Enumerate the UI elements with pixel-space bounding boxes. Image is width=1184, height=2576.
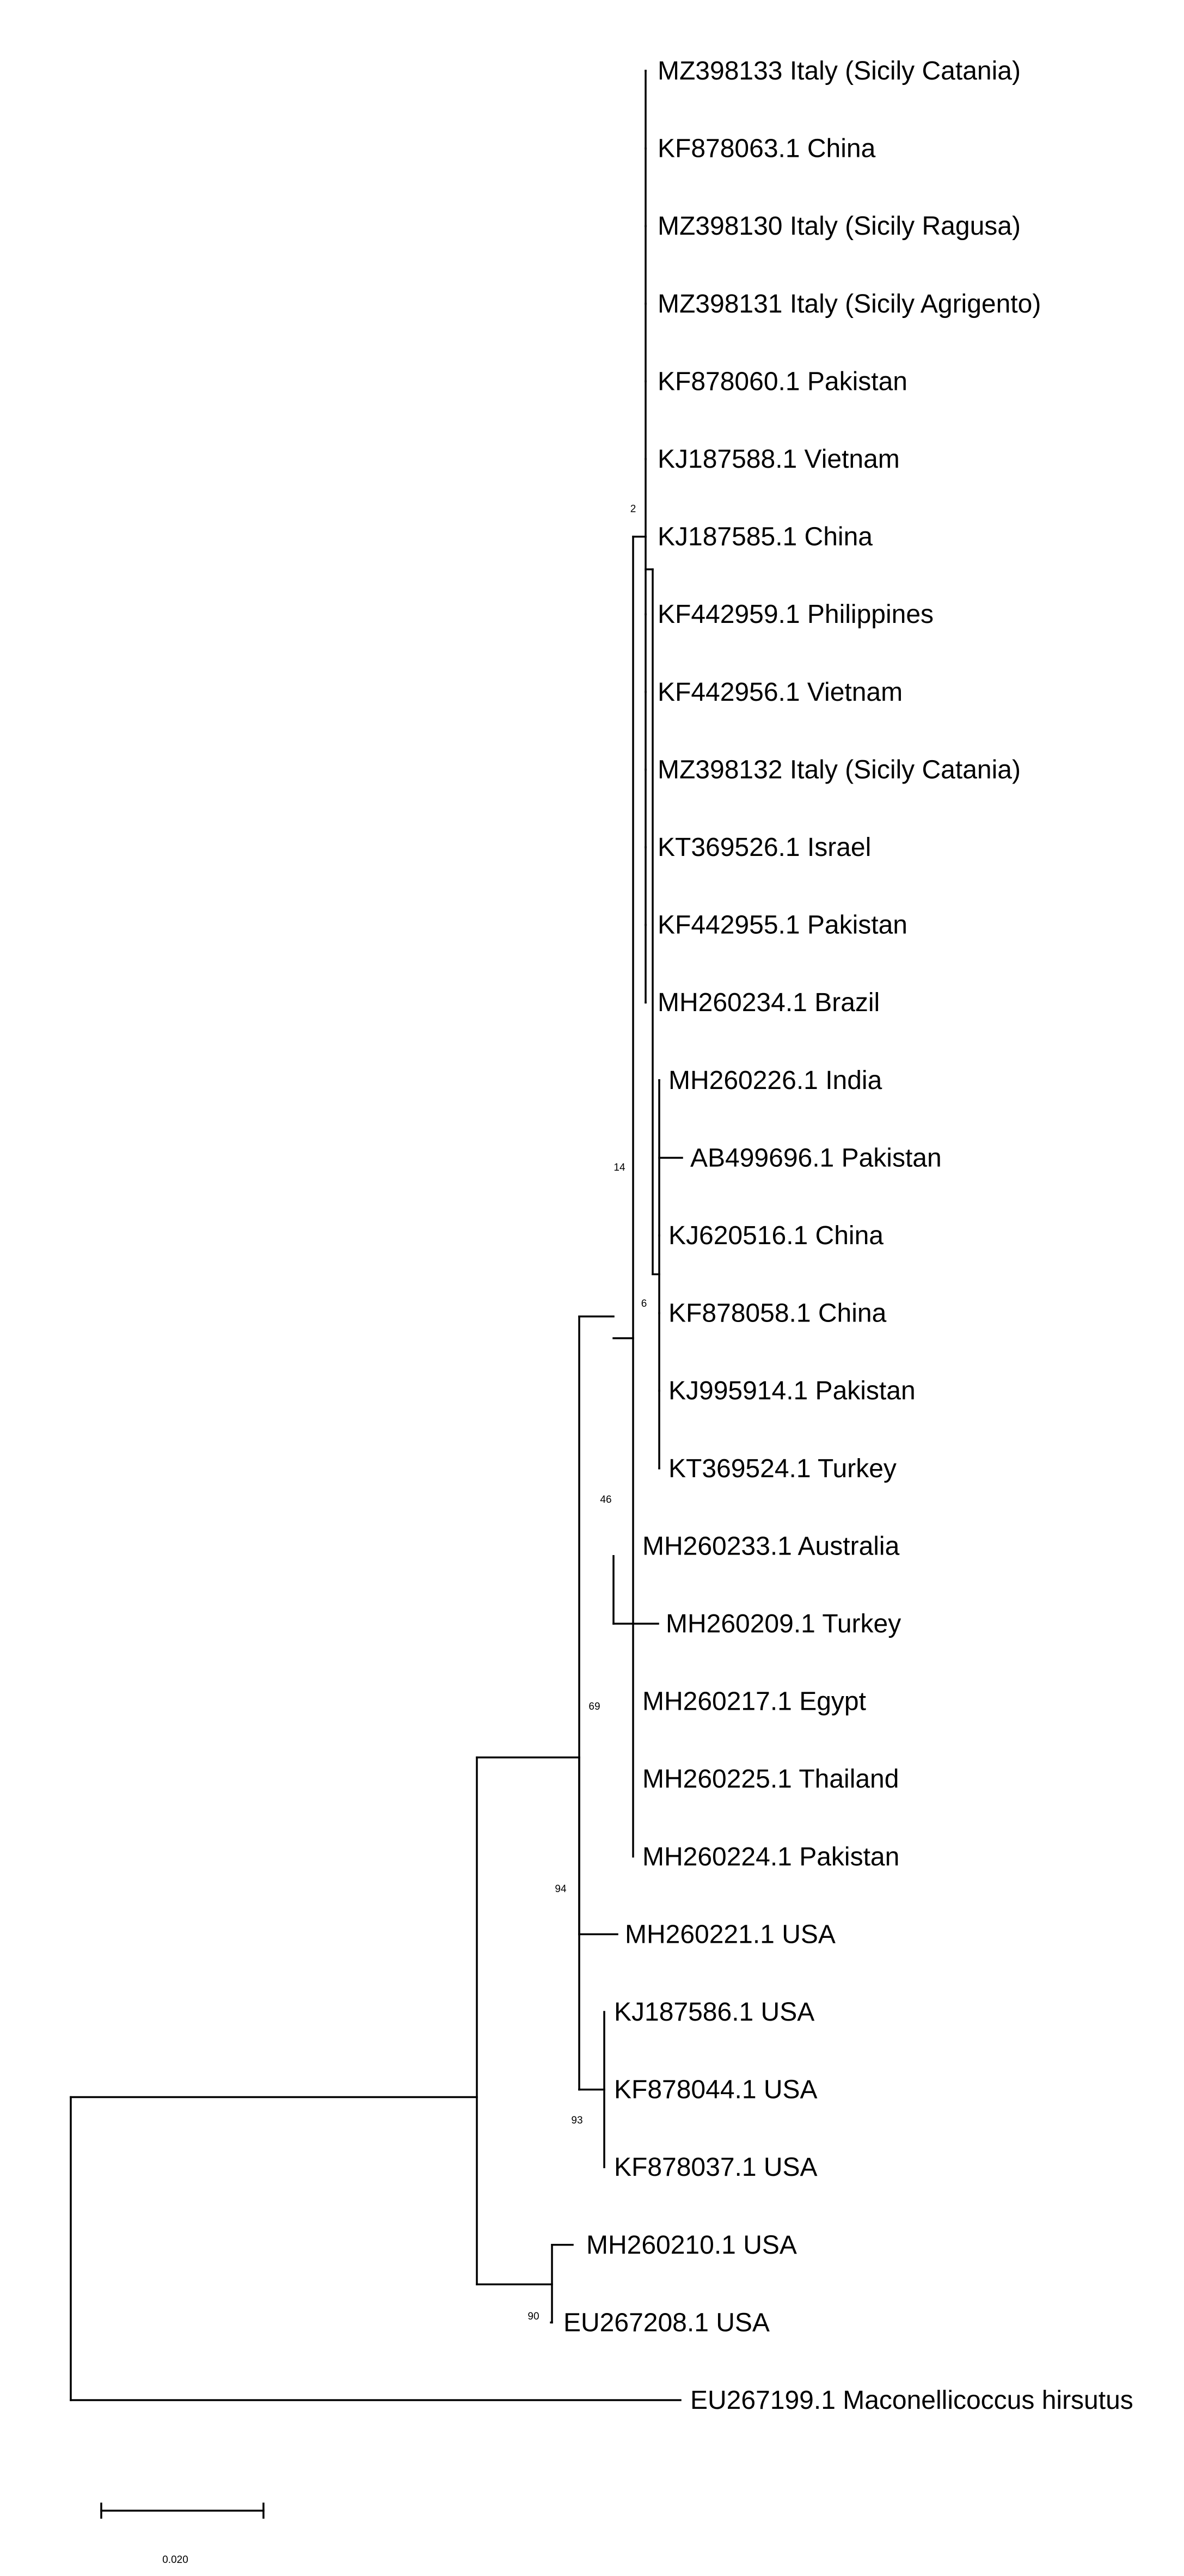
leaf-label: MH260225.1 Thailand [642, 1765, 899, 1794]
bootstrap-label: 14 [614, 1162, 625, 1173]
bootstrap-labels [527, 504, 647, 2322]
leaf-labels [563, 57, 1133, 2415]
leaf-label: KT369524.1 Turkey [668, 1454, 897, 1483]
leaf-label: MZ398132 Italy (Sicily Catania) [658, 755, 1021, 785]
leaf-label: MH260217.1 Egypt [642, 1687, 866, 1716]
leaf-label: EU267208.1 USA [563, 2308, 770, 2338]
leaf-label: MH260234.1 Brazil [658, 988, 880, 1018]
leaf-label: KF442956.1 Vietnam [658, 677, 903, 707]
leaf-label: MH260209.1 Turkey [666, 1610, 901, 1638]
leaf-label: KJ620516.1 China [668, 1221, 884, 1250]
bootstrap-label: 46 [600, 1494, 612, 1506]
leaf-label: MZ398133 Italy (Sicily Catania) [658, 57, 1021, 85]
leaf-label: MZ398131 Italy (Sicily Agrigento) [658, 289, 1041, 319]
leaf-label: KT369526.1 Israel [658, 833, 872, 862]
leaf-label: KF442955.1 Pakistan [658, 910, 907, 940]
bootstrap-label: 93 [571, 2115, 583, 2126]
leaf-label: KJ187585.1 China [658, 522, 873, 552]
leaf-label: KF878063.1 China [658, 134, 876, 163]
leaf-label: MH260226.1 India [668, 1066, 882, 1095]
leaf-label: KF878060.1 Pakistan [658, 367, 907, 396]
bootstrap-label: 2 [630, 503, 636, 515]
leaf-label: KF878037.1 USA [614, 2153, 818, 2182]
tree-branches [71, 71, 682, 2400]
bootstrap-label: 69 [588, 1701, 600, 1712]
leaf-label: MH260233.1 Australia [642, 1532, 900, 1561]
leaf-label: KF878044.1 USA [614, 2075, 818, 2104]
scale-bar-label: 0.020 [162, 2554, 188, 2566]
leaf-label: MH260224.1 Pakistan [642, 1842, 900, 1871]
leaf-label: KF878058.1 China [668, 1299, 887, 1328]
leaf-label: EU267199.1 Maconellicoccus hirsutus [690, 2386, 1133, 2415]
leaf-label: MH260210.1 USA [586, 2230, 797, 2260]
leaf-label: MZ398130 Italy (Sicily Ragusa) [658, 212, 1021, 241]
leaf-label: KJ187586.1 USA [614, 1998, 815, 2027]
leaf-label: KF442959.1 Philippines [658, 600, 934, 629]
bootstrap-label: 90 [527, 2311, 539, 2322]
bootstrap-label: 6 [641, 1298, 647, 1310]
leaf-label: MH260221.1 USA [625, 1920, 836, 1949]
leaf-label: KJ187588.1 Vietnam [658, 445, 900, 474]
scale-bar [101, 2504, 263, 2566]
leaf-label: AB499696.1 Pakistan [690, 1143, 942, 1173]
bootstrap-label: 94 [555, 1883, 567, 1895]
leaf-label: KJ995914.1 Pakistan [668, 1376, 916, 1406]
